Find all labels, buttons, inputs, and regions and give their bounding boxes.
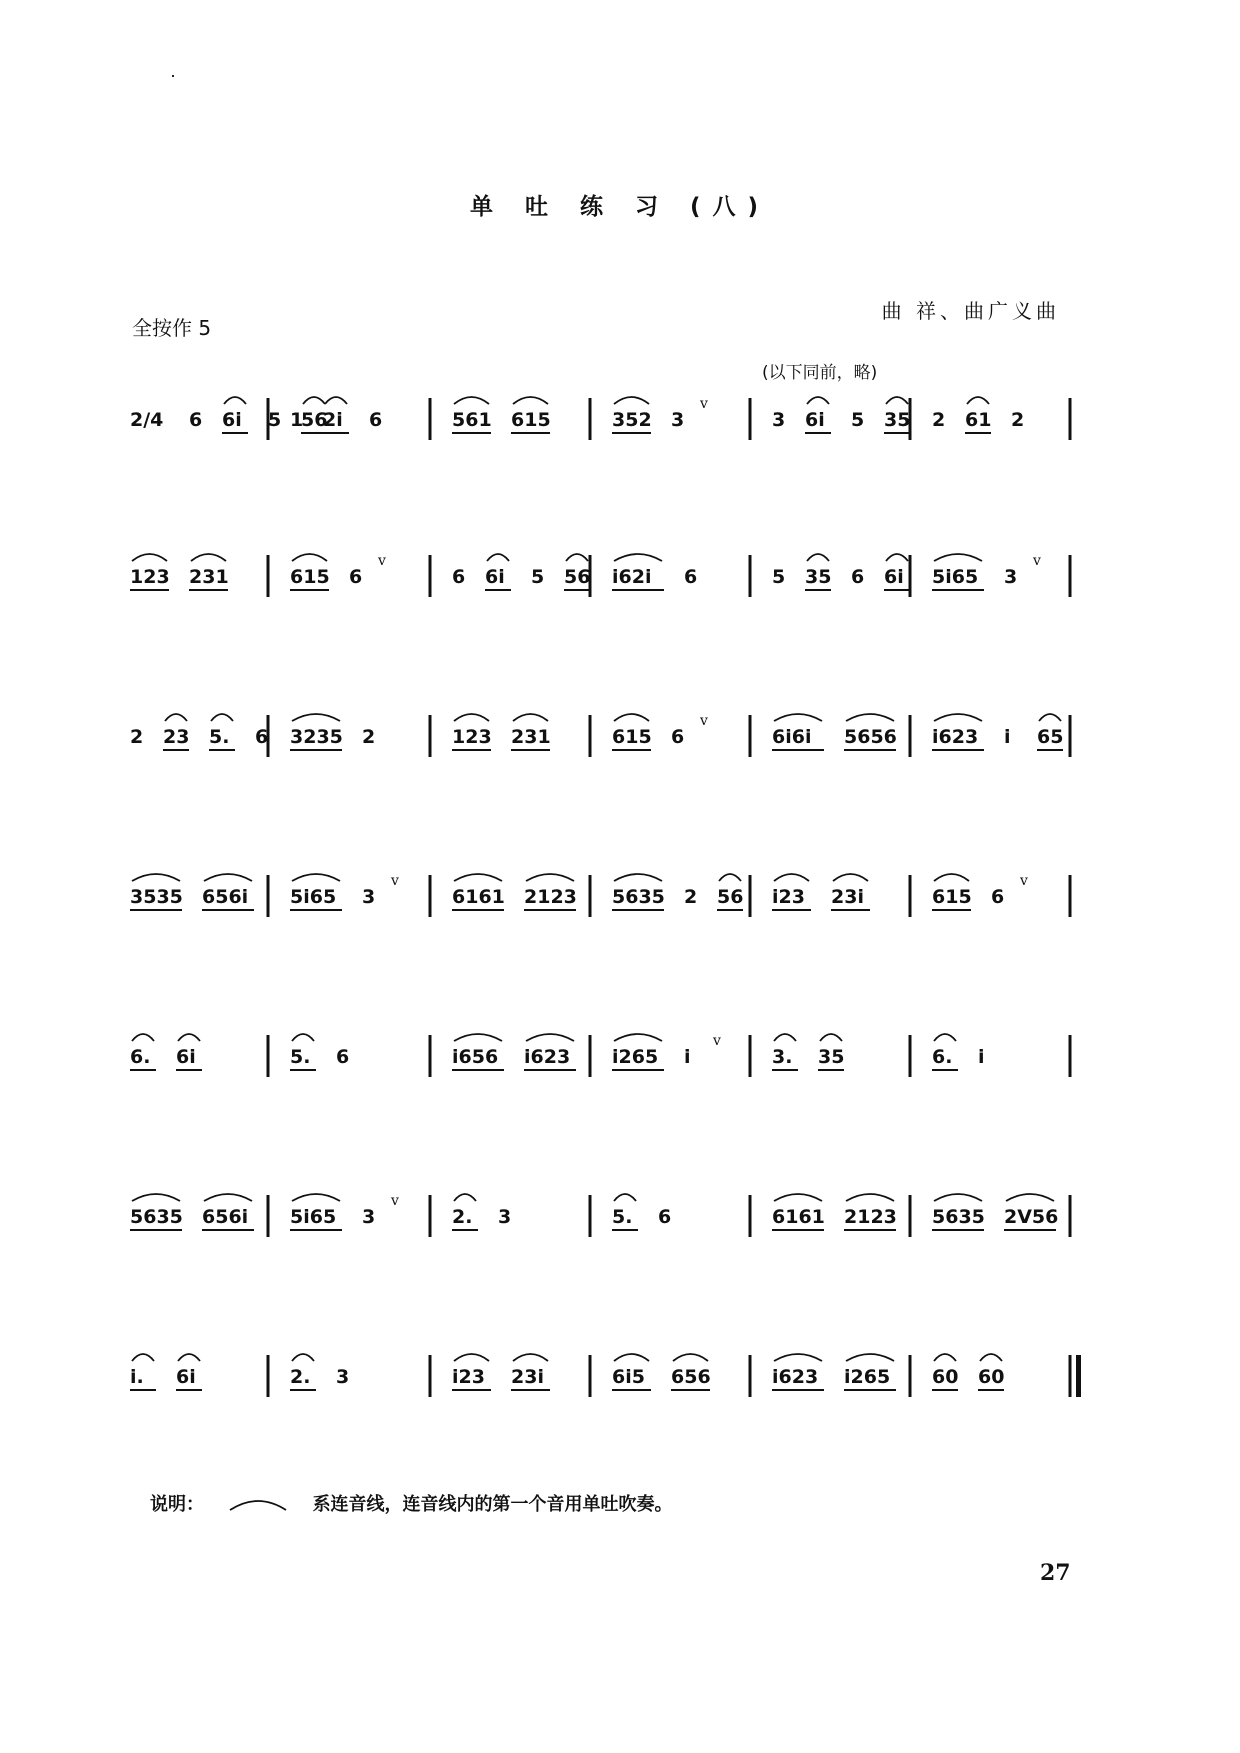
- score-row: [108, 1025, 1083, 1095]
- slur-mark: [614, 874, 662, 881]
- note-group: 61: [965, 409, 992, 431]
- note-group: 2: [1011, 409, 1025, 431]
- note-group: 2.: [452, 1206, 473, 1228]
- slur-mark: [292, 1194, 340, 1201]
- note-group: 2V56: [1004, 1206, 1059, 1228]
- slur-mark: [178, 1034, 200, 1041]
- note-group: i23: [772, 886, 805, 908]
- note-group: 6i: [176, 1366, 196, 1388]
- explanation: [150, 1490, 673, 1516]
- slur-mark: [820, 1034, 842, 1041]
- note-group: 5635: [612, 886, 665, 908]
- slur-mark: [132, 1354, 154, 1361]
- note-group: i: [978, 1046, 985, 1068]
- note-group: 35: [805, 566, 832, 588]
- note-group: 615: [511, 409, 551, 431]
- note-group: i: [1004, 726, 1011, 748]
- note-group: 6.: [932, 1046, 953, 1068]
- slur-mark: [673, 1354, 708, 1361]
- score-row-svg: [108, 865, 1083, 935]
- slur-mark: [292, 1034, 314, 1041]
- breath-mark: v: [1033, 553, 1041, 569]
- slur-mark: [454, 397, 489, 404]
- slur-mark: [1039, 714, 1061, 721]
- note-group: i: [684, 1046, 691, 1068]
- composer-credit: 曲 祥、曲广义曲: [881, 299, 1060, 323]
- note-group: 615: [290, 566, 330, 588]
- note-group: 231: [511, 726, 551, 748]
- breath-mark: v: [391, 1193, 399, 1209]
- note-group: 6: [671, 726, 685, 748]
- slur-mark: [132, 1194, 180, 1201]
- slur-icon: [228, 1498, 288, 1512]
- slur-mark: [204, 1194, 252, 1201]
- note-group: 656: [671, 1366, 711, 1388]
- breath-mark: v: [713, 1033, 721, 1049]
- note-group: 6.: [130, 1046, 151, 1068]
- explanation-text: 系连音线，连音线内的第一个音用单吐吹奏。: [312, 1494, 673, 1515]
- note-group: 23i: [511, 1366, 544, 1388]
- slur-mark: [454, 1194, 476, 1201]
- note-group: 3: [1004, 566, 1018, 588]
- note-group: 56: [564, 566, 591, 588]
- slur-mark: [513, 714, 548, 721]
- note-group: 6: [658, 1206, 672, 1228]
- slur-mark: [719, 874, 741, 881]
- score-row: [108, 1345, 1083, 1415]
- note-group: 5: [268, 409, 282, 431]
- slur-mark: [934, 714, 982, 721]
- note-group: 6i: [485, 566, 505, 588]
- breath-mark: v: [378, 553, 386, 569]
- slur-mark: [934, 1194, 982, 1201]
- slur-mark: [1006, 1194, 1054, 1201]
- slur-mark: [774, 874, 809, 881]
- note-group: 5: [851, 409, 865, 431]
- note-group: 60: [932, 1366, 959, 1388]
- slur-mark: [980, 1354, 1002, 1361]
- note-group: 1: [290, 409, 304, 431]
- score-row: [108, 388, 1083, 458]
- note-group: 6i: [884, 566, 904, 588]
- slur-mark: [454, 1034, 502, 1041]
- note-group: 561: [452, 409, 492, 431]
- note-group: 6: [189, 409, 203, 431]
- note-group: 656i: [202, 1206, 249, 1228]
- note-group: 5656: [844, 726, 897, 748]
- note-group: 6: [452, 566, 466, 588]
- note-group: i623: [932, 726, 979, 748]
- note-group: 2: [932, 409, 946, 431]
- note-group: 5i65: [932, 566, 979, 588]
- note-group: 3: [671, 409, 685, 431]
- note-group: 6i6i: [772, 726, 812, 748]
- note-group: 6i: [222, 409, 242, 431]
- note-group: 5.: [612, 1206, 633, 1228]
- page-number: 27: [1040, 1560, 1071, 1586]
- note-group: 3: [336, 1366, 350, 1388]
- note-group: 6161: [772, 1206, 825, 1228]
- slur-mark: [807, 397, 829, 404]
- slur-mark: [454, 874, 502, 881]
- key-signature: 全按作 5: [132, 316, 212, 340]
- note-group: 2i: [323, 409, 343, 431]
- score-row-svg: [108, 388, 1083, 458]
- note-group: 56: [717, 886, 744, 908]
- note-group: 5: [772, 566, 786, 588]
- note-group: 615: [932, 886, 972, 908]
- slur-mark: [204, 874, 252, 881]
- slur-mark: [303, 397, 325, 404]
- note-group: 3: [772, 409, 786, 431]
- slur-mark: [886, 397, 908, 404]
- note-group: 6i5: [612, 1366, 645, 1388]
- note-group: 5: [531, 566, 545, 588]
- note-group: 5i65: [290, 1206, 337, 1228]
- slur-mark: [614, 1354, 649, 1361]
- score-row-svg: [108, 1025, 1083, 1095]
- slur-mark: [614, 1194, 636, 1201]
- slur-mark: [566, 554, 588, 561]
- speck-mark: [172, 75, 174, 77]
- slur-mark: [934, 1034, 956, 1041]
- note-group: 65: [1037, 726, 1064, 748]
- score-row-svg: [108, 1345, 1083, 1415]
- score-row-svg: [108, 705, 1083, 775]
- score-row: [108, 865, 1083, 935]
- score-row: [108, 705, 1083, 775]
- slur-mark: [807, 554, 829, 561]
- slur-mark: [132, 554, 167, 561]
- slur-mark: [454, 1354, 489, 1361]
- slur-mark: [132, 1034, 154, 1041]
- slur-mark: [614, 554, 662, 561]
- slur-mark: [934, 554, 982, 561]
- note-group: i265: [844, 1366, 891, 1388]
- note-group: 35: [884, 409, 911, 431]
- note-group: 3: [362, 886, 376, 908]
- slur-mark: [292, 554, 327, 561]
- note-group: 2: [684, 886, 698, 908]
- slur-mark: [224, 397, 246, 404]
- slur-mark: [292, 714, 340, 721]
- note-group: 6: [336, 1046, 350, 1068]
- note-group: i265: [612, 1046, 659, 1068]
- page-title: 单 吐 练 习 (八): [469, 194, 771, 220]
- slur-mark: [846, 1354, 894, 1361]
- slur-mark: [526, 874, 574, 881]
- note-group: 6: [255, 726, 269, 748]
- slur-mark: [833, 874, 868, 881]
- slur-mark: [774, 1354, 822, 1361]
- note-group: 2123: [844, 1206, 897, 1228]
- slur-mark: [191, 554, 226, 561]
- breath-mark: v: [1020, 873, 1028, 889]
- performance-note: (以下同前，略): [762, 363, 878, 383]
- slur-mark: [967, 397, 989, 404]
- breath-mark: v: [391, 873, 399, 889]
- note-group: 352: [612, 409, 652, 431]
- breath-mark: v: [700, 396, 708, 412]
- note-group: 5.: [209, 726, 230, 748]
- note-group: 56: [301, 409, 328, 431]
- note-group: 5i65: [290, 886, 337, 908]
- note-group: 2123: [524, 886, 577, 908]
- note-group: 60: [978, 1366, 1005, 1388]
- note-group: i623: [772, 1366, 819, 1388]
- note-group: 3235: [290, 726, 343, 748]
- note-group: i623: [524, 1046, 571, 1068]
- slur-mark: [178, 1354, 200, 1361]
- note-group: 6: [684, 566, 698, 588]
- note-group: 6: [851, 566, 865, 588]
- slur-mark: [846, 1194, 894, 1201]
- note-group: 2.: [290, 1366, 311, 1388]
- slur-mark: [454, 714, 489, 721]
- note-group: 123: [130, 566, 170, 588]
- note-group: 23i: [831, 886, 864, 908]
- slur-mark: [934, 874, 969, 881]
- slur-mark: [513, 1354, 548, 1361]
- slur-mark: [292, 874, 340, 881]
- slur-mark: [846, 714, 894, 721]
- note-group: 5635: [130, 1206, 183, 1228]
- note-group: 231: [189, 566, 229, 588]
- slur-mark: [774, 714, 822, 721]
- slur-mark: [614, 1034, 662, 1041]
- note-group: 5.: [290, 1046, 311, 1068]
- slur-mark: [526, 1034, 574, 1041]
- explanation-label: 说明：: [150, 1494, 204, 1515]
- slur-mark: [886, 554, 908, 561]
- note-group: i656: [452, 1046, 499, 1068]
- note-group: 6: [369, 409, 383, 431]
- note-group: 615: [612, 726, 652, 748]
- slur-mark: [614, 714, 649, 721]
- slur-mark: [774, 1194, 822, 1201]
- score-row-svg: [108, 545, 1083, 615]
- slur-mark: [934, 1354, 956, 1361]
- note-group: 123: [452, 726, 492, 748]
- score-row: [108, 1185, 1083, 1255]
- slur-mark: [165, 714, 187, 721]
- note-group: 23: [163, 726, 190, 748]
- slur-mark: [325, 397, 347, 404]
- note-group: 3: [362, 1206, 376, 1228]
- note-group: 3: [498, 1206, 512, 1228]
- note-group: 3.: [772, 1046, 793, 1068]
- note-group: 656i: [202, 886, 249, 908]
- note-group: 6161: [452, 886, 505, 908]
- slur-mark: [487, 554, 509, 561]
- note-group: i23: [452, 1366, 485, 1388]
- note-group: i62i: [612, 566, 652, 588]
- breath-mark: v: [700, 713, 708, 729]
- slur-mark: [211, 714, 233, 721]
- score-row: [108, 545, 1083, 615]
- score-row-svg: [108, 1185, 1083, 1255]
- note-group: 2: [130, 726, 144, 748]
- slur-mark: [513, 397, 548, 404]
- slur-mark: [292, 1354, 314, 1361]
- note-group: 6i: [176, 1046, 196, 1068]
- note-group: 3535: [130, 886, 183, 908]
- note-group: i.: [130, 1366, 144, 1388]
- slur-mark: [614, 397, 649, 404]
- note-group: 6: [349, 566, 363, 588]
- note-group: 6i: [805, 409, 825, 431]
- slur-mark: [132, 874, 180, 881]
- note-group: 2: [362, 726, 376, 748]
- slur-mark: [774, 1034, 796, 1041]
- note-group: 5635: [932, 1206, 985, 1228]
- note-group: 35: [818, 1046, 845, 1068]
- final-barline: [1076, 1355, 1081, 1397]
- note-group: 2/4: [130, 409, 164, 431]
- note-group: 6: [991, 886, 1005, 908]
